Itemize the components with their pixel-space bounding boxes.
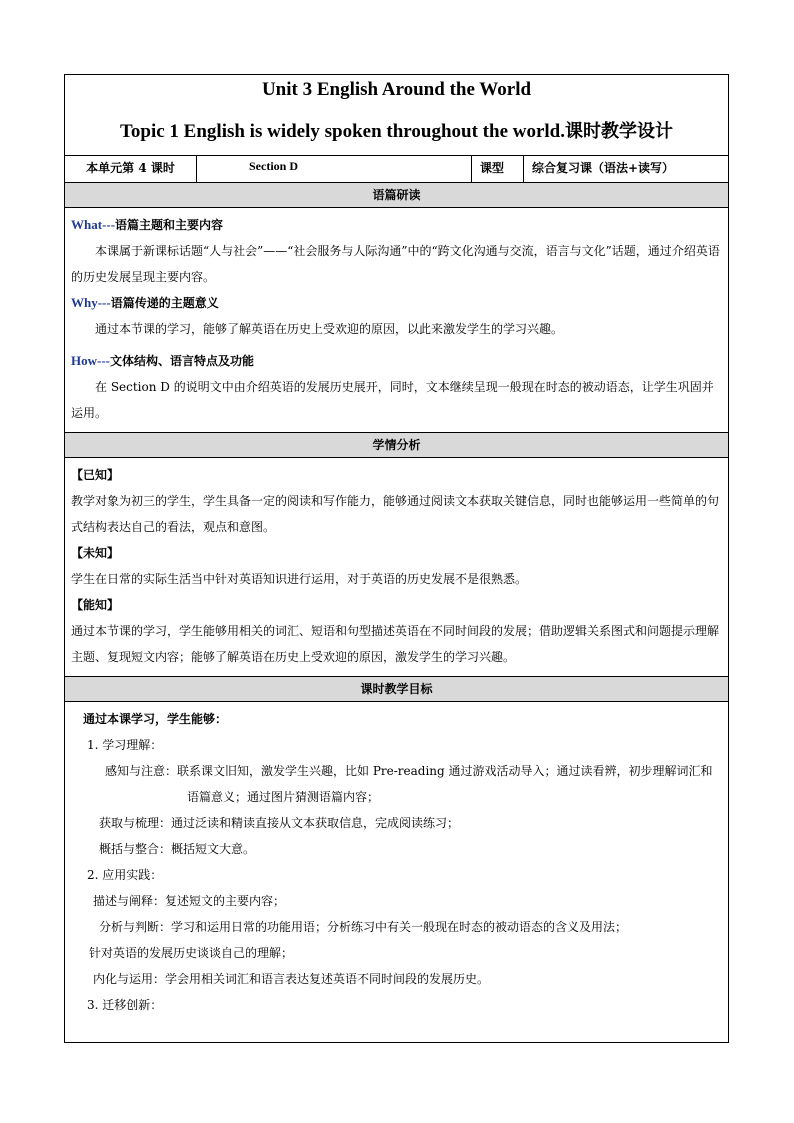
goal-item-2b-cont: 针对英语的发展历史谈谈自己的理解； (89, 946, 294, 960)
goals-body (65, 702, 728, 1024)
goal-item-3: 3. 迁移创新： (87, 998, 163, 1012)
goal-item-2b: 分析与判断：学习和运用日常的功能用语；分析练习中有关一般现在时态的被动语态的含义及用法； (99, 920, 628, 934)
unit-title: Unit 3 English Around the World (261, 79, 532, 100)
goal-item-1c: 概括与整合：概括短文大意。 (99, 842, 256, 856)
goal-item-1a: 感知与注意：联系课文旧知，激发学生兴趣，比如 Pre-reading 通过游戏活动导入；通过读看辨，初步理解词汇和语篇意义；通过图片猜测语篇内容； (105, 764, 713, 804)
section-header-analysis: 学情分析 (65, 432, 728, 458)
goal-item-2: 2. 应用实践： (87, 868, 163, 882)
lesson-type-label: 课型 (472, 156, 524, 182)
goals-intro: 通过本课学习，学生能够： (83, 712, 228, 726)
what-heading: What---语篇主题和主要内容 (71, 217, 224, 232)
unknown-label: 【未知】 (71, 546, 120, 560)
lesson-number: 本单元第 4 课时 (65, 156, 197, 182)
lesson-type-value: 综合复习课（语法+读写） (532, 161, 675, 175)
why-heading: Why---语篇传递的主题意义 (71, 295, 219, 310)
unknown-text: 学生在日常的实际生活当中针对英语知识进行运用，对于英语的历史发展不是很熟悉。 (71, 572, 528, 586)
goal-item-2a: 描述与阐释：复述短文的主要内容； (93, 894, 286, 908)
how-text: 在 Section D 的说明文中由介绍英语的发展历史展开，同时，文本继续呈现一般现在时态的被动语态，让学生巩固并运用。 (71, 380, 714, 420)
title-block (65, 75, 728, 156)
lesson-info-row (65, 156, 728, 183)
how-heading: How---文体结构、语言特点及功能 (71, 353, 255, 368)
known-label: 【已知】 (71, 468, 120, 482)
section-name: Section D (197, 156, 472, 182)
topic-title-cn: 课时教学设计 (565, 121, 674, 142)
what-text: 本课属于新课标话题“人与社会”——“社会服务与人际沟通”中的“跨文化沟通与交流，语言与文化”话题，通过介绍英语的历史发展呈现主要内容。 (71, 244, 720, 284)
section-header-reading: 语篇研读 (65, 183, 728, 208)
why-text: 通过本节课的学习，能够了解英语在历史上受欢迎的原因，以此来激发学生的学习兴趣。 (95, 322, 564, 336)
reading-body (65, 208, 728, 432)
goal-item-2c: 内化与运用：学会用相关词汇和语言表达复述英语不同时间段的发展历史。 (93, 972, 490, 986)
can-text: 通过本节课的学习，学生能够用相关的词汇、短语和句型描述英语在不同时间段的发展；借助逻辑关系图式和问题提示理解主题、复现短文内容；能够了解英语在历史上受欢迎的原因，激发学生的学习兴趣。 (71, 624, 720, 664)
topic-title-en: Topic 1 English is widely spoken throughout the world. (119, 121, 566, 142)
goal-item-1b: 获取与梳理：通过泛读和精读直接从文本获取信息，完成阅读练习； (99, 816, 460, 830)
lesson-plan-document (64, 74, 729, 1043)
can-label: 【能知】 (71, 598, 120, 612)
known-text: 教学对象为初三的学生，学生具备一定的阅读和写作能力，能够通过阅读文本获取关键信息，同时也能够运用一些简单的句式结构表达自己的看法，观点和意图。 (71, 494, 720, 534)
topic-title (65, 117, 728, 143)
analysis-body (65, 458, 728, 676)
goal-item-1: 1. 学习理解： (87, 738, 163, 752)
section-header-goals: 课时教学目标 (65, 676, 728, 702)
